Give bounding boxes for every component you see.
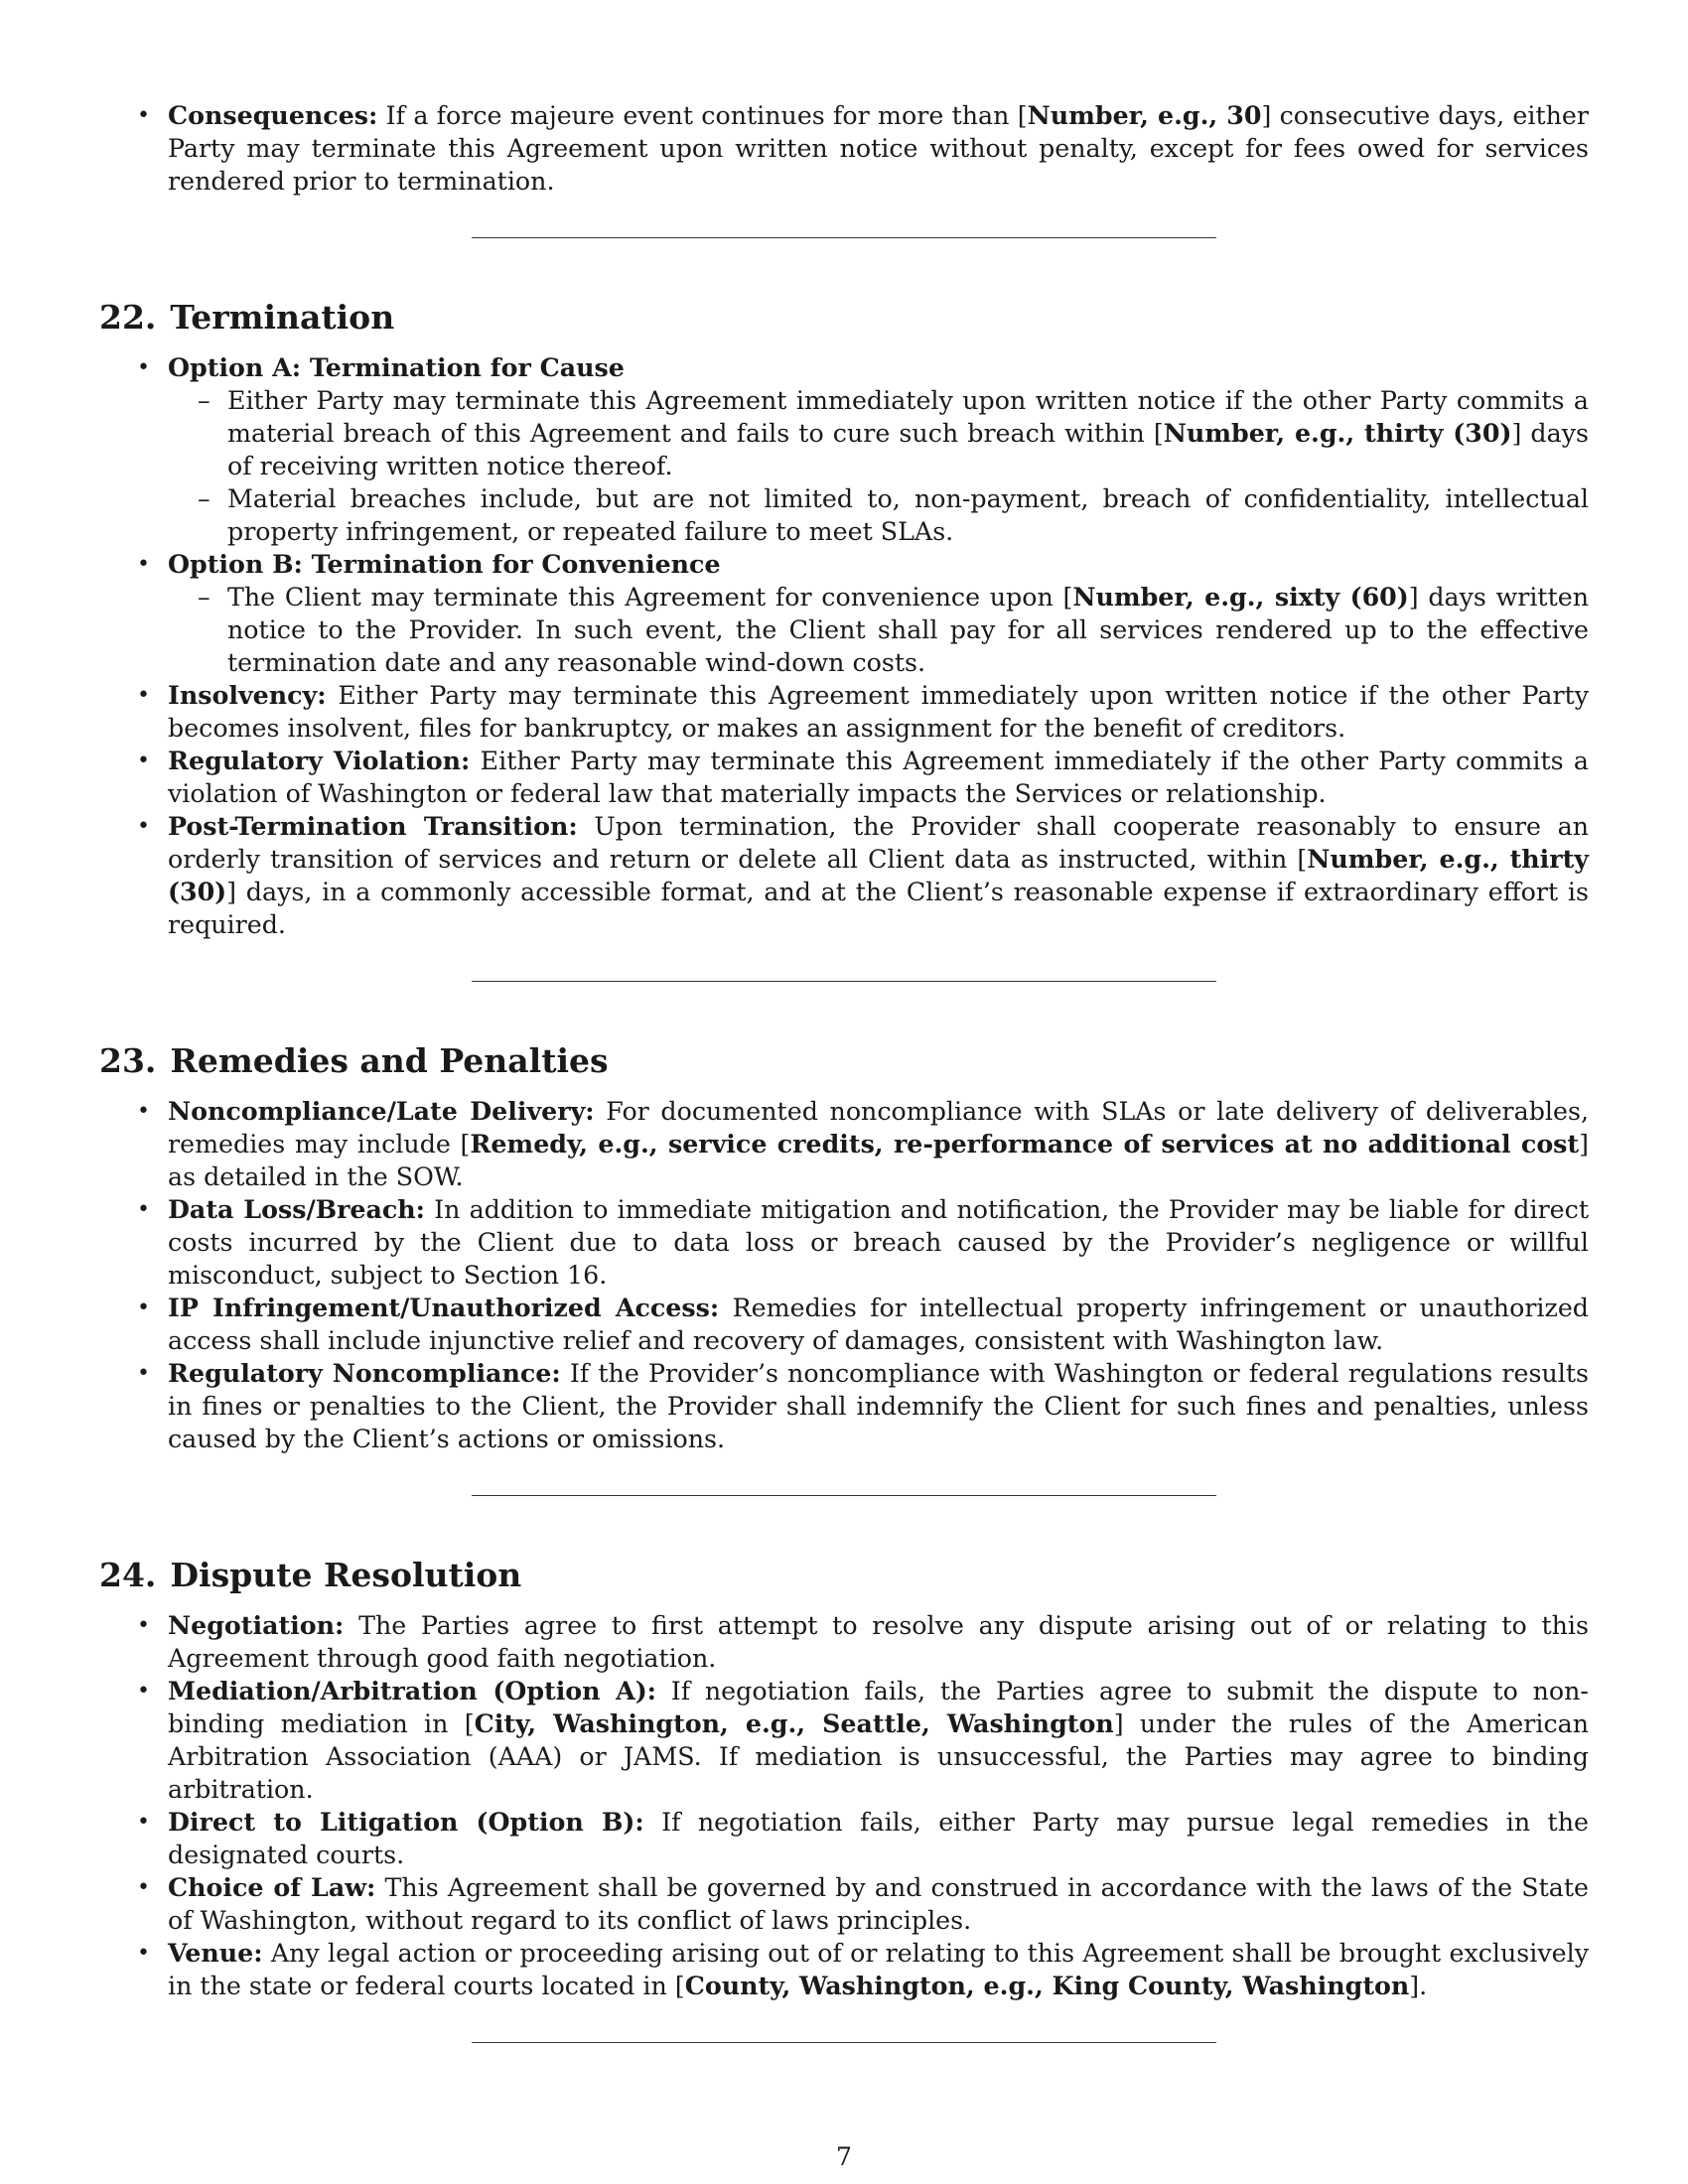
list-item: – Either Party may terminate this Agreement immediately upon written notice if the other Party commits a material breach of this Agreement and fails to cure such breach within [Number, e.g., thirty (30)] days of receiving written notice thereof. (168, 384, 1589, 482)
noncompliance-item: • Noncompliance/Late Delivery: For documented noncompliance with SLAs or late delivery of deliverables, remedies may include [Remedy, e.g., service credits, re-performance of services at no additional cost] as detailed in the SOW. (99, 1095, 1589, 1193)
placeholder-county: County, Washington, e.g., King County, Washington (684, 1971, 1410, 2000)
placeholder-city: City, Washington, e.g., Seattle, Washington (474, 1708, 1114, 1738)
section-divider (472, 1495, 1216, 1496)
list-item: – Material breaches include, but are not limited to, non-payment, breach of confidentiality, intellectual property infringement, or repeated failure to meet SLAs. (168, 482, 1589, 548)
mediation-item: • Mediation/Arbitration (Option A): If negotiation fails, the Parties agree to submit the dispute to non-binding mediation in [City, Washington, e.g., Seattle, Washington] under the rules of the American Arbitration Association (AAA) or JAMS. If mediation is unsuccessful, the Parties may agree to binding arbitration. (99, 1675, 1589, 1806)
litigation-item: • Direct to Litigation (Option B): If negotiation fails, either Party may pursue legal remedies in the designated courts. (99, 1806, 1589, 1871)
option-a-sublist (168, 384, 1589, 548)
section-heading: 23. Remedies and Penalties (99, 1041, 609, 1080)
consequences-label: Consequences: (168, 100, 378, 130)
option-b-item: • Option B: Termination for Convenience – The Client may terminate this Agreement for convenience upon [Number, e.g., sixty (60)] days written notice to the Provider. In such event, the Client shall pay for all services rendered up to the effective termination date and any reasonable wind-down costs. (99, 548, 1589, 679)
ip-infringement-item: • IP Infringement/Unauthorized Access: Remedies for intellectual property infringement or unauthorized access shall include injunctive relief and recovery of damages, consistent with Washington law. (99, 1292, 1589, 1357)
remedies-list (99, 1095, 1589, 1455)
section-23 (99, 1039, 1589, 1496)
venue-item: • Venue: Any legal action or proceeding arising out of or relating to this Agreement shall be brought exclusively in the state or federal courts located in [County, Washington, e.g., King County, Washington]. (99, 1937, 1589, 2002)
placeholder-days: Number, e.g., 30 (1027, 100, 1262, 130)
section-heading: 22. Termination (99, 298, 395, 337)
post-termination-item: • Post-Termination Transition: Upon termination, the Provider shall cooperate reasonably to ensure an orderly transition of services and return or delete all Client data as instructed, within [Number, e.g., thirty (30)] days, in a commonly accessible format, and at the Client’s reasonable expense if extraordinary effort is required. (99, 810, 1589, 941)
choice-of-law-item: • Choice of Law: This Agreement shall be governed by and construed in accordance with the laws of the State of Washington, without regard to its conflict of laws principles. (99, 1871, 1589, 1937)
placeholder-days: Number, e.g., thirty (30) (1163, 418, 1512, 448)
section-divider (472, 2042, 1216, 2043)
dispute-list (99, 1609, 1589, 2002)
placeholder-remedy: Remedy, e.g., service credits, re-performance of services at no additional cost (470, 1129, 1580, 1159)
option-a-item: • Option A: Termination for Cause – Either Party may terminate this Agreement immediately upon written notice if the other Party commits a material breach of this Agreement and fails to cure such breach within [Number, e.g., thirty (30)] days of receiving written notice thereof. – Material breaches include, but are not limited to, non-payment, breach of confidentiality, intellectual property infringement, or repeated failure to meet SLAs. (99, 351, 1589, 548)
regulatory-noncompliance-item: • Regulatory Noncompliance: If the Provider’s noncompliance with Washington or federal regulations results in fines or penalties to the Client, the Provider shall indemnify the Client for such fines and penalties, unless caused by the Client’s actions or omissions. (99, 1357, 1589, 1455)
section-22 (99, 296, 1589, 982)
regulatory-violation-item: • Regulatory Violation: Either Party may terminate this Agreement immediately if the other Party commits a violation of Washington or federal law that materially impacts the Services or relationship. (99, 745, 1589, 810)
section-divider (472, 981, 1216, 982)
insolvency-item: • Insolvency: Either Party may terminate this Agreement immediately upon written notice if the other Party becomes insolvent, files for bankruptcy, or makes an assignment for the benefit of creditors. (99, 679, 1589, 745)
page-number: 7 (836, 2142, 852, 2171)
document-page (99, 99, 1589, 2043)
data-loss-item: • Data Loss/Breach: In addition to immediate mitigation and notification, the Provider may be liable for direct costs incurred by the Client due to data loss or breach caused by the Provider’s negligence or willful misconduct, subject to Section 16. (99, 1193, 1589, 1292)
section-heading: 24. Dispute Resolution (99, 1556, 522, 1594)
placeholder-days: Number, e.g., sixty (60) (1072, 582, 1409, 612)
force-majeure-list (99, 99, 1589, 198)
negotiation-item: • Negotiation: The Parties agree to first attempt to resolve any dispute arising out of or relating to this Agreement through good faith negotiation. (99, 1609, 1589, 1675)
section-24 (99, 1554, 1589, 2043)
termination-list (99, 351, 1589, 941)
list-item: – The Client may terminate this Agreement for convenience upon [Number, e.g., sixty (60)] days written notice to the Provider. In such event, the Client shall pay for all services rendered up to the effective termination date and any reasonable wind-down costs. (168, 581, 1589, 679)
section-divider (472, 237, 1216, 238)
consequences-item: • Consequences: If a force majeure event continues for more than [Number, e.g., 30] consecutive days, either Party may terminate this Agreement upon written notice without penalty, except for fees owed for services rendered prior to termination. (99, 99, 1589, 198)
option-b-sublist (168, 581, 1589, 679)
placeholder-days: Number, e.g., thirty (30) (168, 844, 1589, 906)
